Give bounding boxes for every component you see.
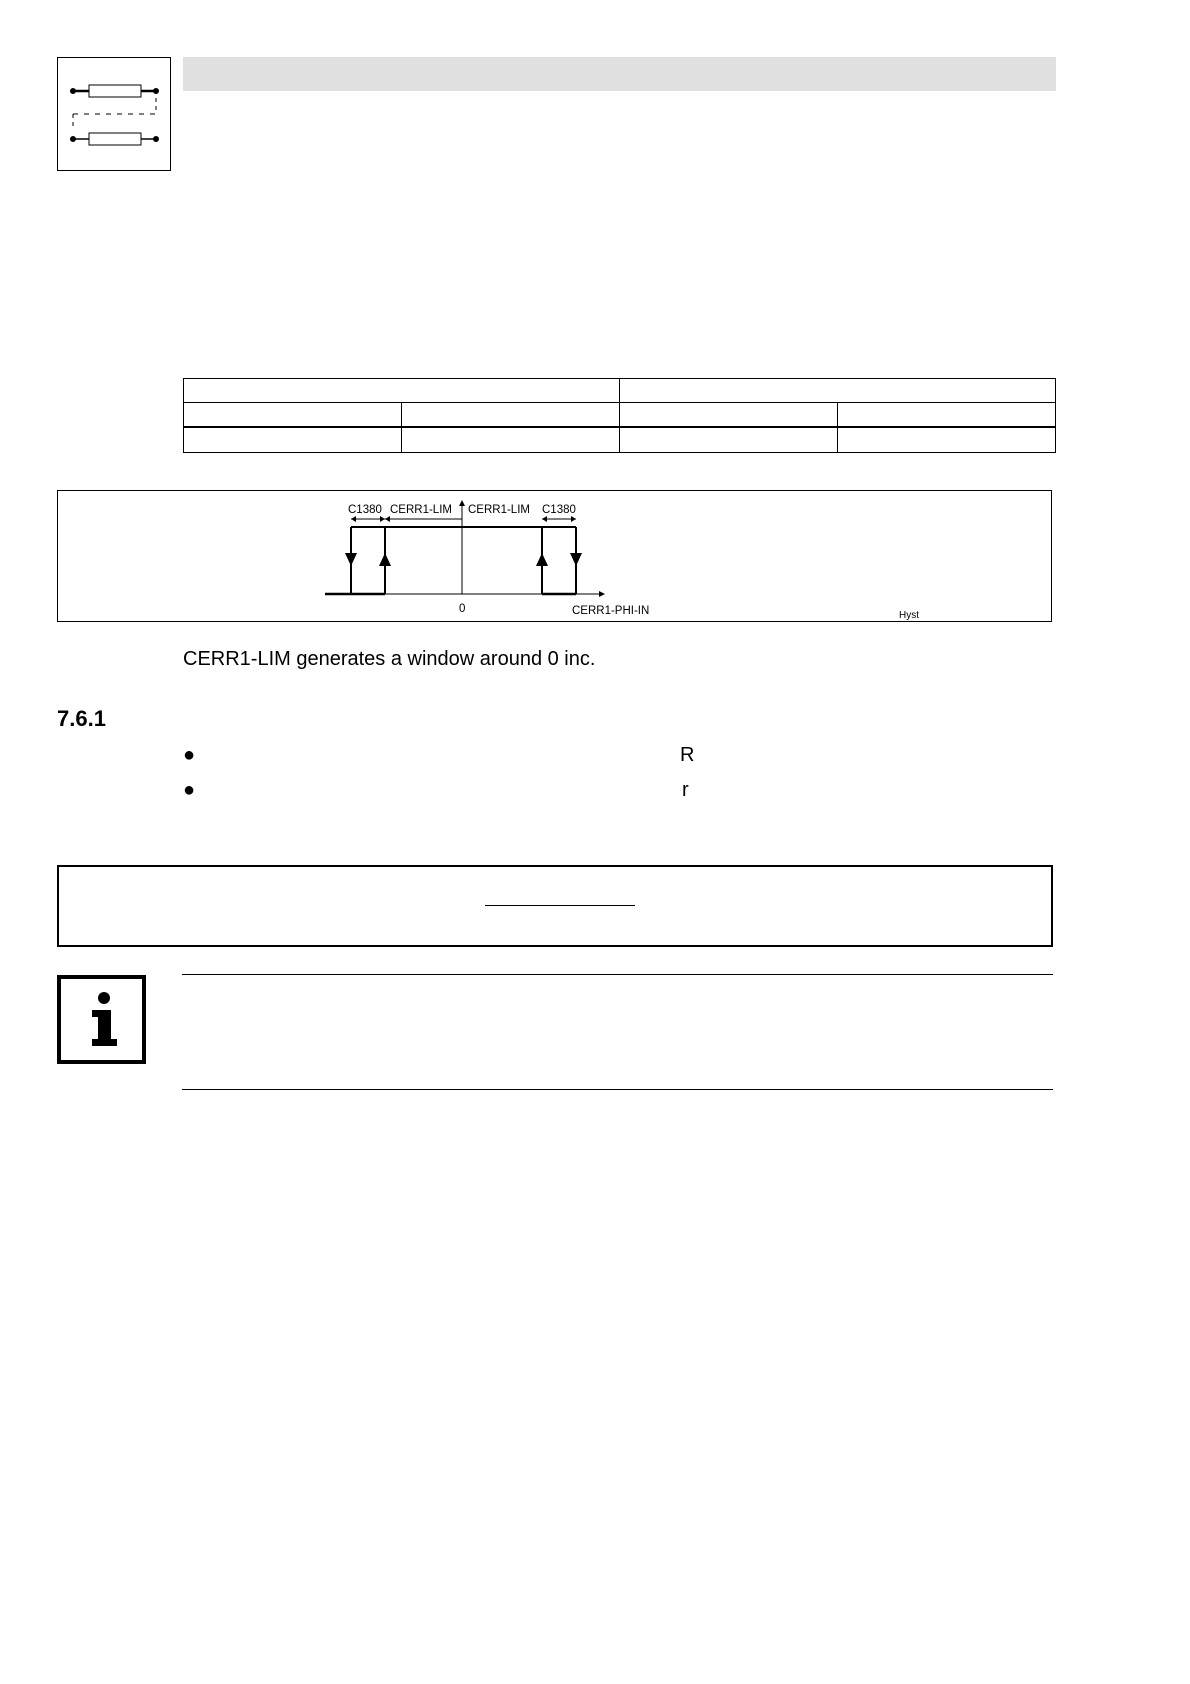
section-number: 7.6.1 bbox=[57, 706, 106, 731]
label-cerr1-lim-left: CERR1-LIM bbox=[390, 504, 452, 516]
label-c1380-left: C1380 bbox=[348, 504, 382, 516]
bullet-icon: ● bbox=[183, 744, 196, 766]
down-arrow-icon bbox=[345, 553, 357, 566]
label-x-axis: CERR1-PHI-IN bbox=[572, 605, 650, 617]
table-cell bbox=[620, 403, 838, 428]
body-paragraph: CERR1-LIM generates a window around 0 inc. bbox=[183, 648, 596, 670]
label-hyst: Hyst bbox=[899, 610, 919, 621]
parameter-table bbox=[183, 378, 1056, 453]
table-cell bbox=[184, 379, 620, 403]
table-cell bbox=[620, 427, 838, 453]
circuit-icon bbox=[58, 58, 170, 170]
table-row bbox=[184, 403, 1056, 428]
bullet-text: R bbox=[680, 744, 695, 766]
down-arrow-icon bbox=[570, 553, 582, 566]
up-arrow-icon bbox=[379, 553, 391, 566]
label-cerr1-lim-right: CERR1-LIM bbox=[468, 504, 530, 516]
header-bar bbox=[183, 57, 1056, 91]
label-c1380-right: C1380 bbox=[542, 504, 576, 516]
label-origin: 0 bbox=[459, 603, 466, 615]
up-arrow-icon bbox=[536, 553, 548, 566]
bullet-icon: ● bbox=[183, 779, 196, 801]
table-cell bbox=[402, 427, 620, 453]
table-row bbox=[184, 427, 1056, 453]
table-cell bbox=[184, 403, 402, 428]
table-cell bbox=[184, 427, 402, 453]
hysteresis-diagram bbox=[58, 491, 1051, 621]
hysteresis-diagram-frame bbox=[57, 490, 1052, 622]
bullet-text: r bbox=[682, 779, 689, 801]
chapter-logo bbox=[57, 57, 171, 171]
table-cell bbox=[620, 379, 1056, 403]
table-cell bbox=[838, 403, 1056, 428]
table-cell bbox=[402, 403, 620, 428]
table-cell bbox=[838, 427, 1056, 453]
info-top-rule bbox=[182, 974, 1053, 975]
note-box bbox=[57, 865, 1053, 947]
table-row bbox=[184, 379, 1056, 403]
info-bottom-rule bbox=[182, 1089, 1053, 1090]
info-icon bbox=[57, 975, 146, 1064]
note-underline bbox=[485, 905, 635, 906]
